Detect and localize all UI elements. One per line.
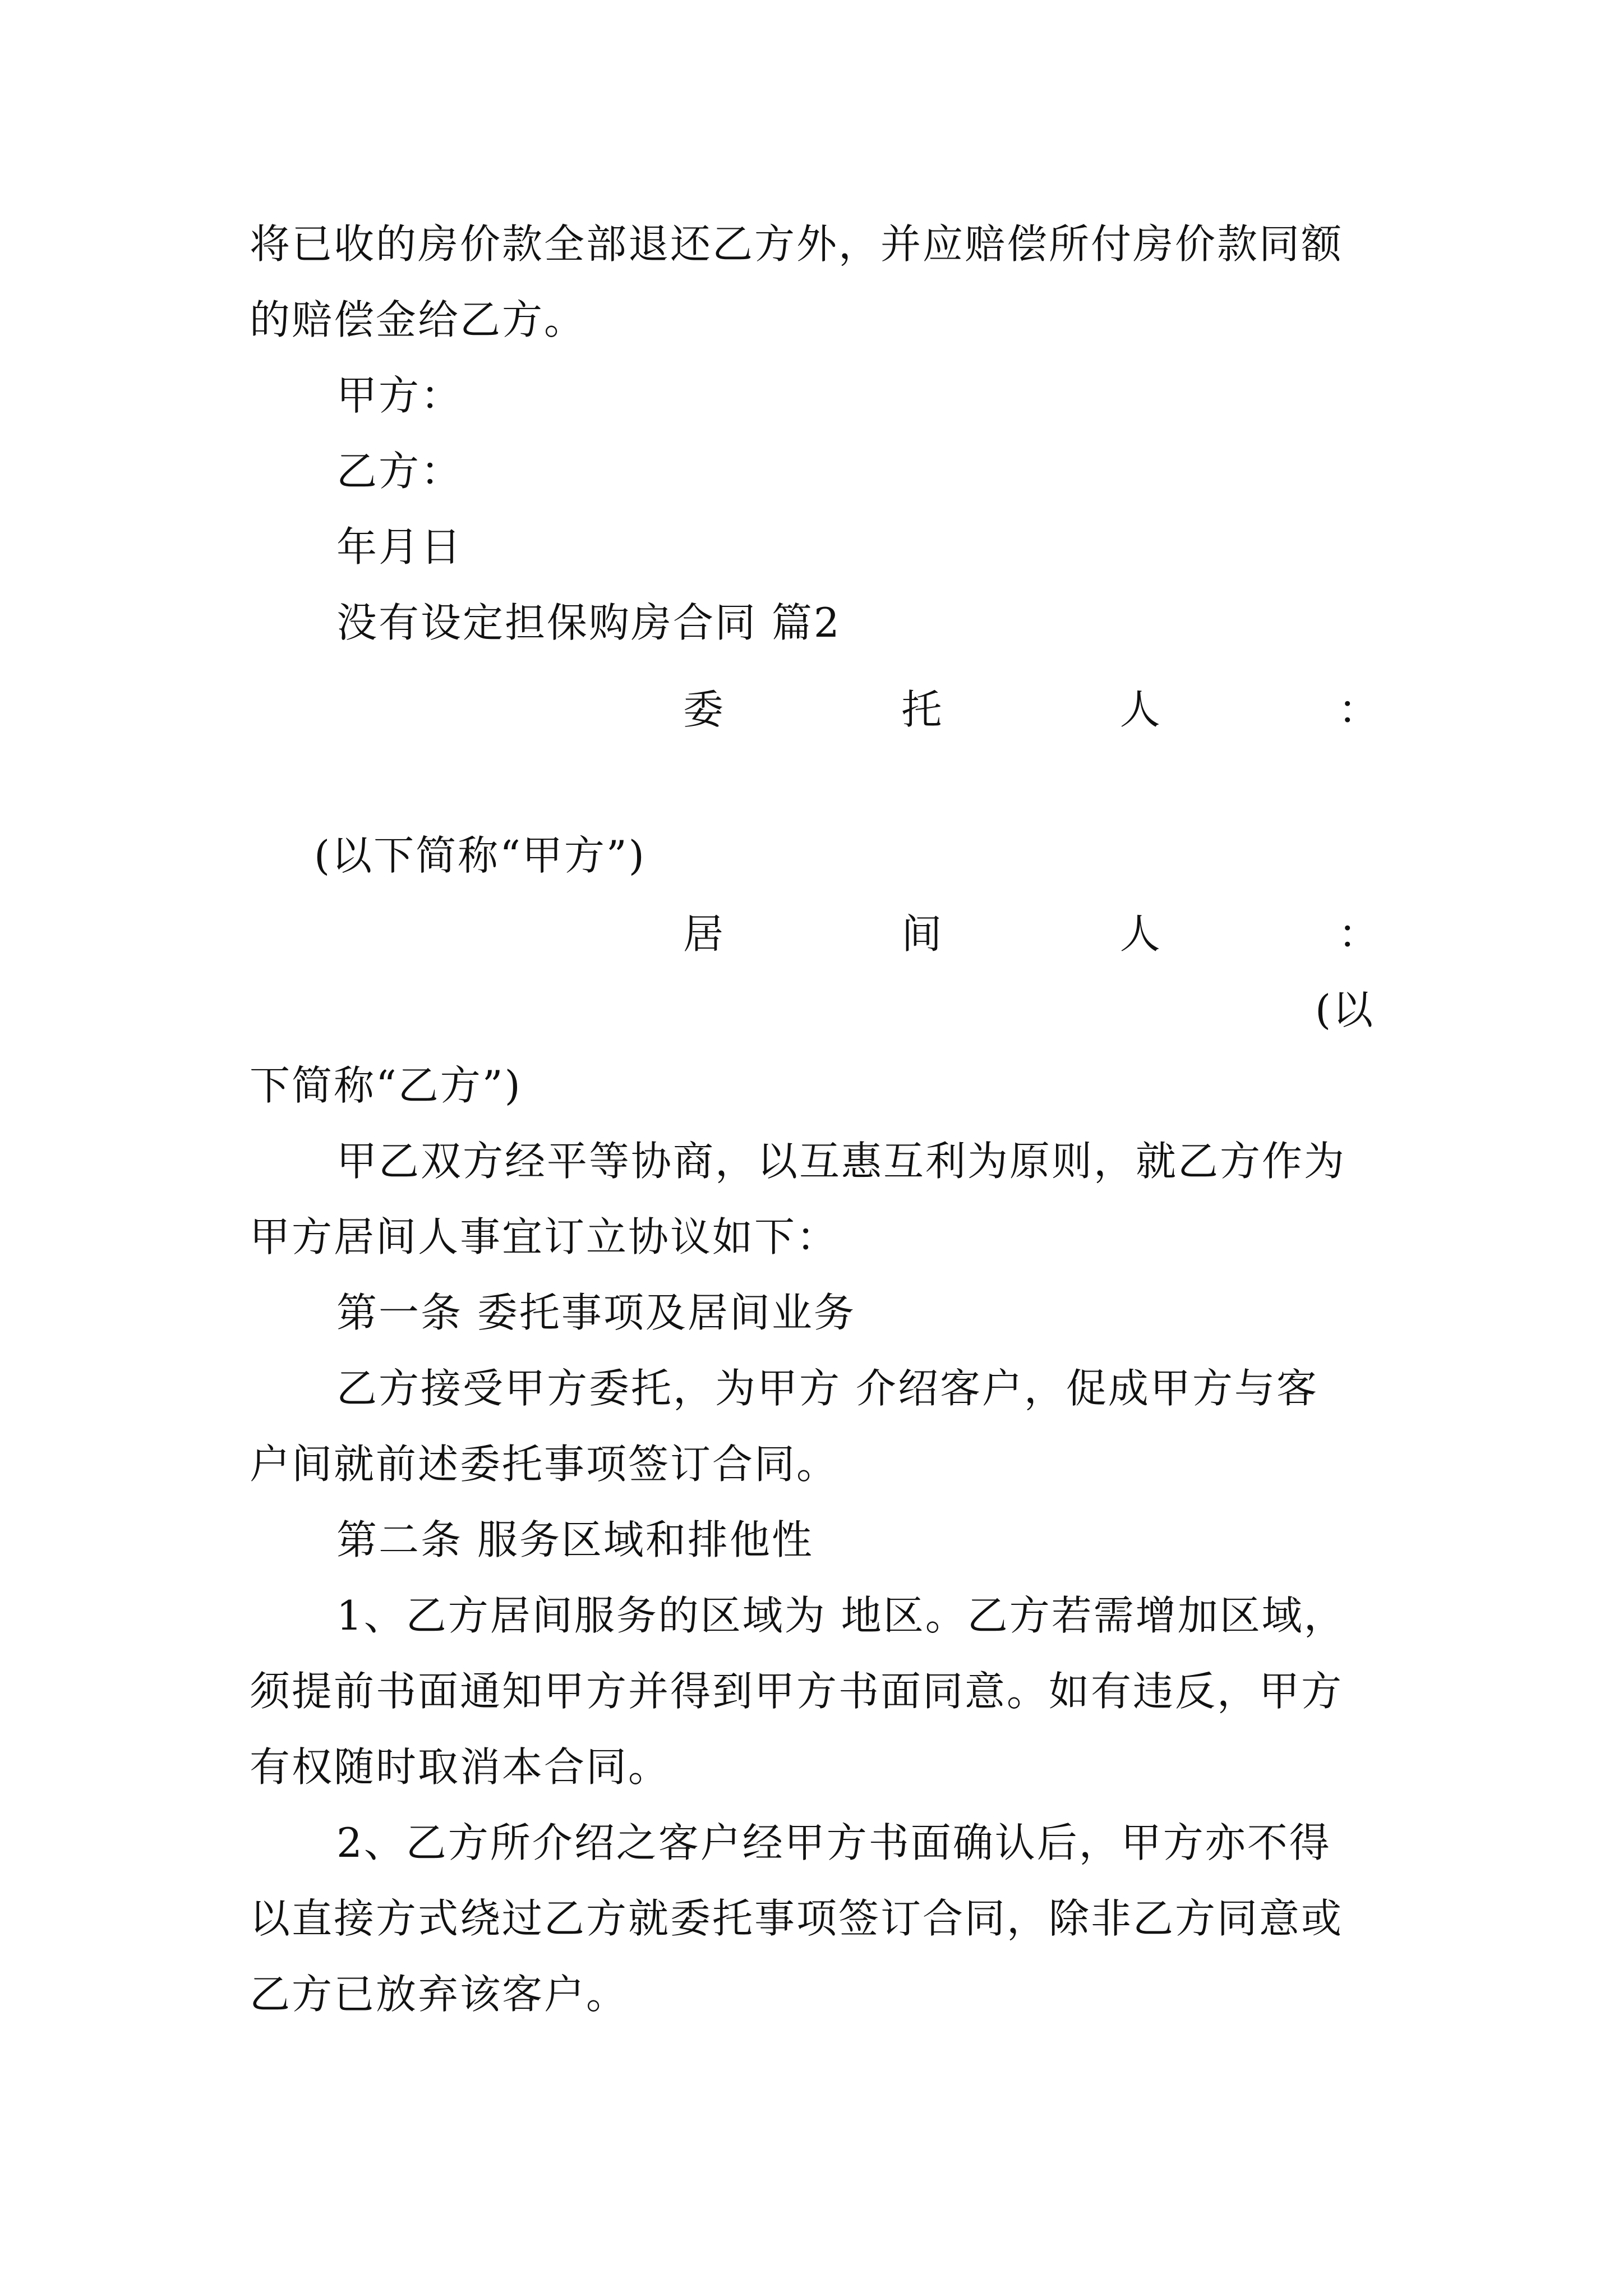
- paragraph-line: 须提前书面通知甲方并得到甲方书面同意。如有违反，甲方: [250, 1668, 1344, 1715]
- paragraph-line: 1、乙方居间服务的区域为 地区。乙方若需增加区域，: [336, 1592, 1346, 1639]
- paragraph-line: 以直接方式绕过乙方就委托事项签订合同，除非乙方同意或: [250, 1895, 1344, 1942]
- principal-char: 委: [683, 686, 724, 733]
- paragraph-line: 有权随时取消本合同。: [250, 1743, 671, 1791]
- article-2-title: 第二条 服务区域和排他性: [336, 1516, 814, 1563]
- paragraph-line: 甲乙双方经平等协商，以互惠互利为原则，就乙方作为: [336, 1138, 1347, 1185]
- paragraph-line: 2、乙方所介绍之客户经甲方书面确认后，甲方亦不得: [336, 1819, 1331, 1866]
- signature-date: 年月日: [336, 523, 463, 570]
- intermediary-char: 间: [901, 910, 942, 958]
- paragraph-line: 的赔偿金给乙方。: [250, 296, 587, 343]
- signature-party-b: 乙方：: [336, 448, 463, 495]
- principal-char: ：: [1338, 686, 1378, 733]
- paragraph-line: 乙方已放弃该客户。: [250, 1971, 629, 2018]
- abbreviation-party-b: 下简称“乙方”): [250, 1062, 522, 1109]
- abbreviation-party-a: (以下简称“甲方”): [314, 832, 646, 879]
- intermediary-char: 人: [1119, 910, 1160, 958]
- paragraph-line: 户间就前述委托事项签订合同。: [250, 1441, 839, 1488]
- intermediary-char: ：: [1338, 910, 1378, 958]
- signature-party-a: 甲方：: [336, 372, 463, 419]
- article-1-title: 第一条 委托事项及居间业务: [336, 1289, 856, 1336]
- abbreviation-party-b-start: (以: [1315, 986, 1375, 1033]
- paragraph-line: 将已收的房价款全部退还乙方外，并应赔偿所付房价款同额: [250, 220, 1344, 268]
- principal-row: [683, 682, 1378, 738]
- paragraph-line: 乙方接受甲方委托，为甲方 介绍客户，促成甲方与客: [336, 1365, 1318, 1412]
- principal-char: 人: [1119, 686, 1160, 733]
- paragraph-line: 甲方居间人事宜订立协议如下：: [250, 1213, 839, 1260]
- section-title: 没有设定担保购房合同 篇2: [336, 599, 841, 646]
- principal-char: 托: [901, 686, 942, 733]
- intermediary-char: 居: [683, 910, 724, 958]
- intermediary-row: [683, 906, 1378, 962]
